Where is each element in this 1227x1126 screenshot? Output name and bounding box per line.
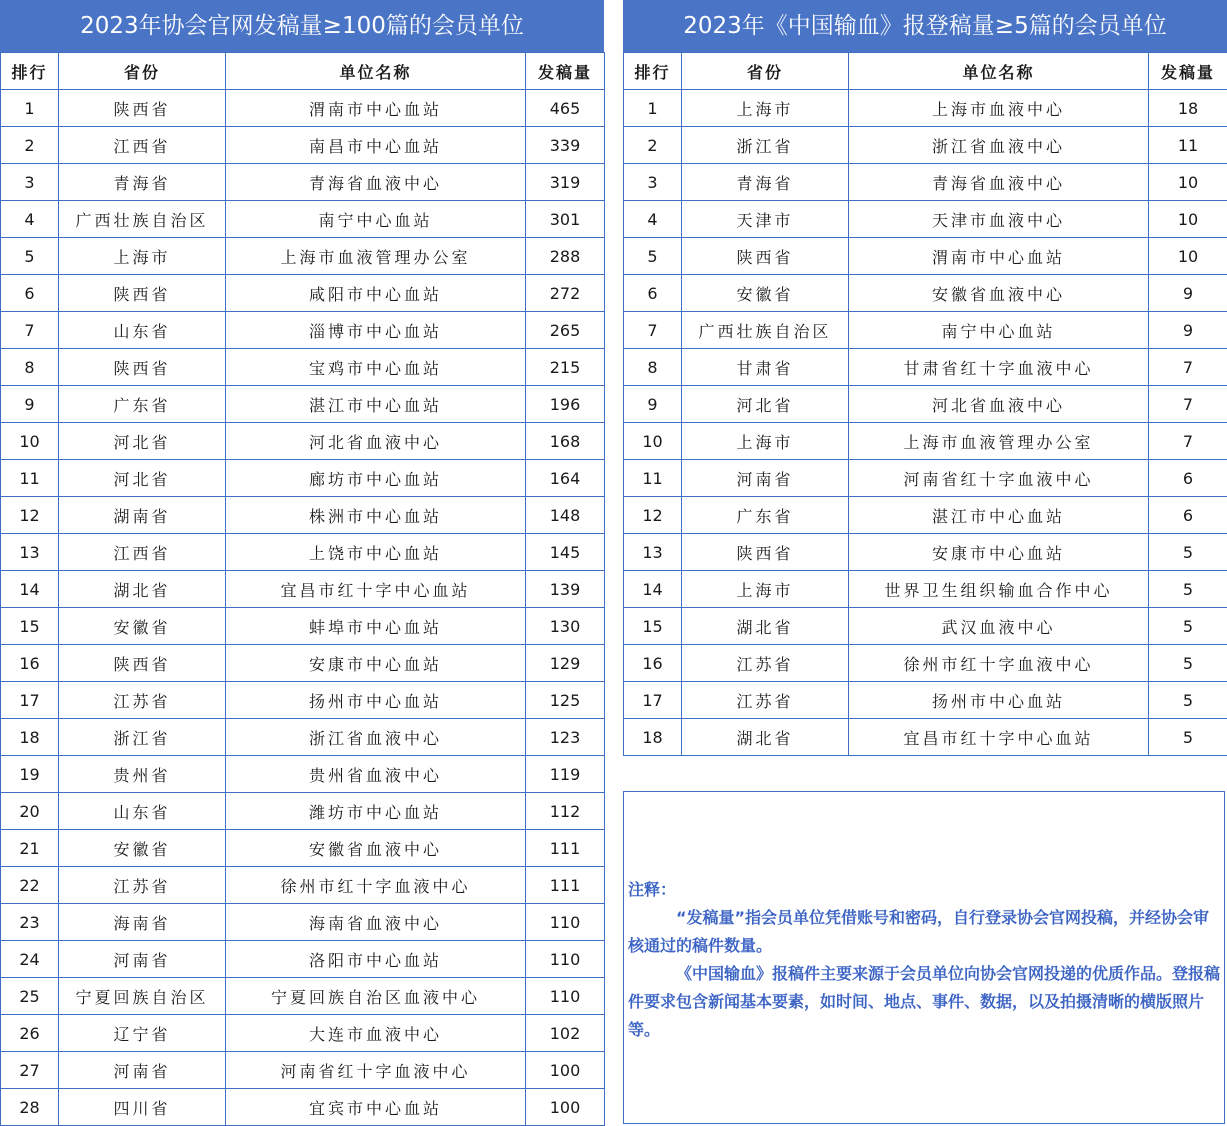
article-count-cell: 11 (1149, 127, 1227, 164)
province-cell: 广西壮族自治区 (682, 312, 849, 349)
province-cell: 江苏省 (59, 867, 226, 904)
province-cell: 广东省 (59, 386, 226, 423)
province-cell: 河北省 (59, 460, 226, 497)
province-cell: 贵州省 (59, 756, 226, 793)
unit-name-cell: 青海省血液中心 (226, 164, 526, 201)
unit-name-cell: 上海市血液中心 (849, 90, 1149, 127)
rank-cell: 5 (1, 238, 59, 275)
left-ranking-panel (0, 0, 604, 1126)
province-cell: 广西壮族自治区 (59, 201, 226, 238)
article-count-cell: 7 (1149, 423, 1227, 460)
article-count-cell: 18 (1149, 90, 1227, 127)
province-cell: 河南省 (59, 941, 226, 978)
notes-heading: 注释： (628, 880, 677, 899)
article-count-cell: 10 (1149, 201, 1227, 238)
rank-cell: 23 (1, 904, 59, 941)
province-cell: 上海市 (682, 571, 849, 608)
right-table-title: 2023年《中国输血》报登稿量≥5篇的会员单位 (623, 0, 1227, 52)
unit-name-cell: 武汉血液中心 (849, 608, 1149, 645)
unit-name-cell: 徐州市红十字血液中心 (849, 645, 1149, 682)
province-cell: 青海省 (59, 164, 226, 201)
rank-cell: 6 (624, 275, 682, 312)
right-table-body (624, 90, 1227, 756)
table-row (1, 201, 605, 238)
province-cell: 辽宁省 (59, 1015, 226, 1052)
right-ranking-table (623, 52, 1227, 756)
article-count-cell: 168 (526, 423, 605, 460)
table-row (624, 201, 1227, 238)
province-cell: 山东省 (59, 793, 226, 830)
left-table-body (1, 90, 605, 1126)
province-cell: 陕西省 (59, 645, 226, 682)
table-row (1, 793, 605, 830)
rank-cell: 15 (624, 608, 682, 645)
left-header-row (1, 53, 605, 90)
province-cell: 河南省 (59, 1052, 226, 1089)
province-cell: 上海市 (682, 90, 849, 127)
unit-name-cell: 湛江市中心血站 (849, 497, 1149, 534)
article-count-cell: 145 (526, 534, 605, 571)
rank-cell: 8 (1, 349, 59, 386)
province-cell: 湖北省 (682, 719, 849, 756)
unit-name-cell: 渭南市中心血站 (849, 238, 1149, 275)
article-count-cell: 288 (526, 238, 605, 275)
province-cell: 青海省 (682, 164, 849, 201)
unit-name-cell: 宜宾市中心血站 (226, 1089, 526, 1126)
table-row (624, 90, 1227, 127)
rank-cell: 2 (1, 127, 59, 164)
unit-name-cell: 安徽省血液中心 (849, 275, 1149, 312)
unit-name-cell: 安康市中心血站 (226, 645, 526, 682)
table-row (1, 423, 605, 460)
unit-name-cell: 贵州省血液中心 (226, 756, 526, 793)
unit-name-cell: 河南省红十字血液中心 (226, 1052, 526, 1089)
table-row (1, 867, 605, 904)
table-row (1, 497, 605, 534)
province-cell: 陕西省 (59, 349, 226, 386)
rank-cell: 24 (1, 941, 59, 978)
note-newspaper: 《中国输血》报稿件主要来源于会员单位向协会官网投递的优质作品。登报稿件要求包含新闻基本要素，如时间、地点、事件、数据，以及拍摄清晰的横版照片等。 (628, 964, 1221, 1039)
unit-name-cell: 株洲市中心血站 (226, 497, 526, 534)
left-ranking-table (0, 52, 605, 1126)
table-row (1, 164, 605, 201)
article-count-cell: 129 (526, 645, 605, 682)
article-count-cell: 7 (1149, 349, 1227, 386)
table-row (1, 830, 605, 867)
article-count-cell: 6 (1149, 497, 1227, 534)
rank-cell: 3 (624, 164, 682, 201)
province-cell: 江西省 (59, 534, 226, 571)
province-cell: 江苏省 (682, 645, 849, 682)
article-count-cell: 5 (1149, 719, 1227, 756)
unit-name-cell: 浙江省血液中心 (226, 719, 526, 756)
header-unit-name: 单位名称 (226, 53, 526, 90)
rank-cell: 11 (1, 460, 59, 497)
article-count-cell: 119 (526, 756, 605, 793)
article-count-cell: 111 (526, 830, 605, 867)
rank-cell: 14 (624, 571, 682, 608)
rank-cell: 8 (624, 349, 682, 386)
table-row (624, 312, 1227, 349)
article-count-cell: 110 (526, 978, 605, 1015)
province-cell: 甘肃省 (682, 349, 849, 386)
province-cell: 宁夏回族自治区 (59, 978, 226, 1015)
rank-cell: 21 (1, 830, 59, 867)
article-count-cell: 164 (526, 460, 605, 497)
unit-name-cell: 潍坊市中心血站 (226, 793, 526, 830)
unit-name-cell: 上海市血液管理办公室 (849, 423, 1149, 460)
table-row (624, 497, 1227, 534)
rank-cell: 6 (1, 275, 59, 312)
rank-cell: 7 (624, 312, 682, 349)
header-article-count: 发稿量 (1149, 53, 1227, 90)
province-cell: 海南省 (59, 904, 226, 941)
unit-name-cell: 天津市血液中心 (849, 201, 1149, 238)
rank-cell: 18 (624, 719, 682, 756)
header-province: 省份 (682, 53, 849, 90)
unit-name-cell: 淄博市中心血站 (226, 312, 526, 349)
province-cell: 河南省 (682, 460, 849, 497)
article-count-cell: 110 (526, 904, 605, 941)
unit-name-cell: 咸阳市中心血站 (226, 275, 526, 312)
right-header-row (624, 53, 1227, 90)
province-cell: 浙江省 (59, 719, 226, 756)
article-count-cell: 10 (1149, 238, 1227, 275)
right-ranking-panel (623, 0, 1227, 756)
rank-cell: 1 (624, 90, 682, 127)
province-cell: 湖北省 (682, 608, 849, 645)
article-count-cell: 5 (1149, 571, 1227, 608)
unit-name-cell: 宁夏回族自治区血液中心 (226, 978, 526, 1015)
province-cell: 山东省 (59, 312, 226, 349)
rank-cell: 12 (1, 497, 59, 534)
note-article-count: “发稿量”指会员单位凭借账号和密码，自行登录协会官网投稿，并经协会审核通过的稿件数量。 (628, 908, 1210, 955)
article-count-cell: 139 (526, 571, 605, 608)
table-row (624, 534, 1227, 571)
rank-cell: 9 (1, 386, 59, 423)
unit-name-cell: 南宁中心血站 (226, 201, 526, 238)
table-row (624, 386, 1227, 423)
rank-cell: 17 (624, 682, 682, 719)
table-row (624, 460, 1227, 497)
unit-name-cell: 世界卫生组织输血合作中心 (849, 571, 1149, 608)
rank-cell: 4 (1, 201, 59, 238)
header-rank: 排行 (624, 53, 682, 90)
unit-name-cell: 安徽省血液中心 (226, 830, 526, 867)
article-count-cell: 196 (526, 386, 605, 423)
article-count-cell: 130 (526, 608, 605, 645)
left-table-title: 2023年协会官网发稿量≥100篇的会员单位 (0, 0, 604, 52)
article-count-cell: 5 (1149, 645, 1227, 682)
rank-cell: 9 (624, 386, 682, 423)
notes-box (623, 791, 1225, 1124)
province-cell: 浙江省 (682, 127, 849, 164)
province-cell: 安徽省 (682, 275, 849, 312)
unit-name-cell: 河北省血液中心 (226, 423, 526, 460)
rank-cell: 26 (1, 1015, 59, 1052)
table-row (1, 90, 605, 127)
province-cell: 湖南省 (59, 497, 226, 534)
unit-name-cell: 湛江市中心血站 (226, 386, 526, 423)
province-cell: 四川省 (59, 1089, 226, 1126)
province-cell: 湖北省 (59, 571, 226, 608)
unit-name-cell: 宜昌市红十字中心血站 (226, 571, 526, 608)
header-unit-name: 单位名称 (849, 53, 1149, 90)
province-cell: 江西省 (59, 127, 226, 164)
article-count-cell: 111 (526, 867, 605, 904)
article-count-cell: 110 (526, 941, 605, 978)
rank-cell: 1 (1, 90, 59, 127)
province-cell: 上海市 (682, 423, 849, 460)
unit-name-cell: 蚌埠市中心血站 (226, 608, 526, 645)
unit-name-cell: 洛阳市中心血站 (226, 941, 526, 978)
article-count-cell: 100 (526, 1052, 605, 1089)
unit-name-cell: 大连市血液中心 (226, 1015, 526, 1052)
unit-name-cell: 宜昌市红十字中心血站 (849, 719, 1149, 756)
header-rank: 排行 (1, 53, 59, 90)
table-row (1, 645, 605, 682)
article-count-cell: 7 (1149, 386, 1227, 423)
table-row (1, 386, 605, 423)
unit-name-cell: 南昌市中心血站 (226, 127, 526, 164)
table-row (1, 1052, 605, 1089)
province-cell: 河北省 (682, 386, 849, 423)
article-count-cell: 272 (526, 275, 605, 312)
article-count-cell: 6 (1149, 460, 1227, 497)
table-row (624, 571, 1227, 608)
table-row (1, 904, 605, 941)
table-row (1, 460, 605, 497)
table-row (624, 682, 1227, 719)
unit-name-cell: 青海省血液中心 (849, 164, 1149, 201)
table-row (1, 534, 605, 571)
rank-cell: 2 (624, 127, 682, 164)
article-count-cell: 265 (526, 312, 605, 349)
province-cell: 陕西省 (682, 238, 849, 275)
table-row (1, 349, 605, 386)
article-count-cell: 5 (1149, 682, 1227, 719)
article-count-cell: 465 (526, 90, 605, 127)
rank-cell: 10 (624, 423, 682, 460)
province-cell: 江苏省 (59, 682, 226, 719)
header-article-count: 发稿量 (526, 53, 605, 90)
table-row (624, 423, 1227, 460)
rank-cell: 10 (1, 423, 59, 460)
table-row (1, 756, 605, 793)
table-row (1, 608, 605, 645)
table-row (624, 275, 1227, 312)
province-cell: 广东省 (682, 497, 849, 534)
table-row (624, 645, 1227, 682)
unit-name-cell: 渭南市中心血站 (226, 90, 526, 127)
rank-cell: 12 (624, 497, 682, 534)
province-cell: 江苏省 (682, 682, 849, 719)
article-count-cell: 123 (526, 719, 605, 756)
table-row (1, 941, 605, 978)
rank-cell: 28 (1, 1089, 59, 1126)
article-count-cell: 215 (526, 349, 605, 386)
unit-name-cell: 宝鸡市中心血站 (226, 349, 526, 386)
table-row (1, 275, 605, 312)
table-row (1, 571, 605, 608)
province-cell: 上海市 (59, 238, 226, 275)
unit-name-cell: 廊坊市中心血站 (226, 460, 526, 497)
province-cell: 陕西省 (682, 534, 849, 571)
article-count-cell: 125 (526, 682, 605, 719)
rank-cell: 13 (1, 534, 59, 571)
province-cell: 天津市 (682, 201, 849, 238)
rank-cell: 16 (624, 645, 682, 682)
unit-name-cell: 扬州市中心血站 (849, 682, 1149, 719)
rank-cell: 22 (1, 867, 59, 904)
rank-cell: 3 (1, 164, 59, 201)
province-cell: 河北省 (59, 423, 226, 460)
unit-name-cell: 浙江省血液中心 (849, 127, 1149, 164)
rank-cell: 18 (1, 719, 59, 756)
unit-name-cell: 甘肃省红十字血液中心 (849, 349, 1149, 386)
rank-cell: 19 (1, 756, 59, 793)
table-row (624, 164, 1227, 201)
province-cell: 陕西省 (59, 275, 226, 312)
article-count-cell: 9 (1149, 275, 1227, 312)
unit-name-cell: 海南省血液中心 (226, 904, 526, 941)
rank-cell: 17 (1, 682, 59, 719)
rank-cell: 5 (624, 238, 682, 275)
table-row (1, 682, 605, 719)
unit-name-cell: 河南省红十字血液中心 (849, 460, 1149, 497)
unit-name-cell: 安康市中心血站 (849, 534, 1149, 571)
unit-name-cell: 上海市血液管理办公室 (226, 238, 526, 275)
table-row (624, 127, 1227, 164)
article-count-cell: 5 (1149, 608, 1227, 645)
rank-cell: 11 (624, 460, 682, 497)
rank-cell: 4 (624, 201, 682, 238)
table-row (1, 127, 605, 164)
article-count-cell: 10 (1149, 164, 1227, 201)
table-row (1, 1089, 605, 1126)
article-count-cell: 9 (1149, 312, 1227, 349)
table-row (1, 1015, 605, 1052)
rank-cell: 13 (624, 534, 682, 571)
table-row (624, 719, 1227, 756)
province-cell: 安徽省 (59, 608, 226, 645)
rank-cell: 16 (1, 645, 59, 682)
unit-name-cell: 上饶市中心血站 (226, 534, 526, 571)
table-row (1, 238, 605, 275)
rank-cell: 20 (1, 793, 59, 830)
article-count-cell: 339 (526, 127, 605, 164)
rank-cell: 15 (1, 608, 59, 645)
article-count-cell: 301 (526, 201, 605, 238)
table-row (624, 238, 1227, 275)
header-province: 省份 (59, 53, 226, 90)
unit-name-cell: 扬州市中心血站 (226, 682, 526, 719)
article-count-cell: 148 (526, 497, 605, 534)
table-row (624, 608, 1227, 645)
province-cell: 安徽省 (59, 830, 226, 867)
rank-cell: 27 (1, 1052, 59, 1089)
table-row (1, 978, 605, 1015)
article-count-cell: 112 (526, 793, 605, 830)
table-row (1, 719, 605, 756)
rank-cell: 7 (1, 312, 59, 349)
unit-name-cell: 南宁中心血站 (849, 312, 1149, 349)
rank-cell: 14 (1, 571, 59, 608)
article-count-cell: 102 (526, 1015, 605, 1052)
table-row (624, 349, 1227, 386)
province-cell: 陕西省 (59, 90, 226, 127)
unit-name-cell: 徐州市红十字血液中心 (226, 867, 526, 904)
article-count-cell: 100 (526, 1089, 605, 1126)
table-row (1, 312, 605, 349)
rank-cell: 25 (1, 978, 59, 1015)
unit-name-cell: 河北省血液中心 (849, 386, 1149, 423)
article-count-cell: 319 (526, 164, 605, 201)
article-count-cell: 5 (1149, 534, 1227, 571)
